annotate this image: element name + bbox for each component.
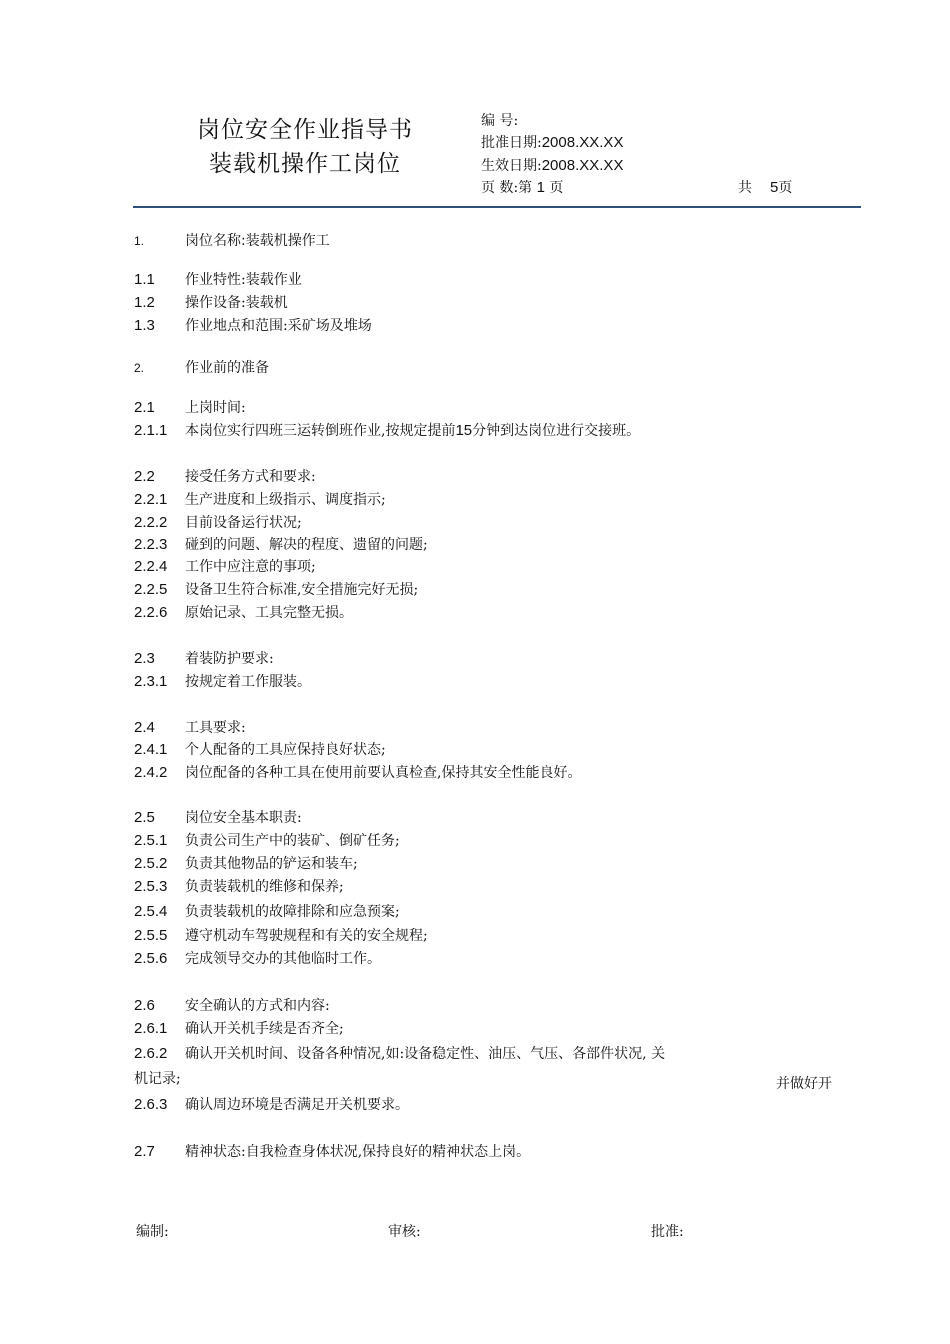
page-count-label: 页 数:第 <box>481 180 533 196</box>
approve-date-value: 2008.XX.XX <box>541 134 624 151</box>
item-text-continuation: 机记录; <box>134 1071 181 1087</box>
item-text: 精神状态:自我检查身体状况,保持良好的精神状态上岗。 <box>185 1144 531 1160</box>
item-text: 工具要求: <box>185 720 246 736</box>
item-text-fragment: 并做好开 <box>776 1076 832 1092</box>
item-text: 确认开关机手续是否齐全; <box>185 1021 344 1037</box>
item-number: 2.4 <box>134 719 155 736</box>
item-text: 操作设备:装载机 <box>185 295 288 311</box>
reviewed-by-label: 审核: <box>388 1224 421 1240</box>
item-text: 目前设备运行状况; <box>185 515 302 531</box>
doc-number-label: 编 号: <box>481 113 519 129</box>
item-number: 2.2.1 <box>134 491 168 508</box>
page-total-value: 5 <box>770 179 779 196</box>
page-total <box>738 177 792 199</box>
item-text: 接受任务方式和要求: <box>185 469 316 485</box>
item-text: 确认开关机时间、设备各种情况,如:设备稳定性、油压、气压、各部件状况, 关 <box>185 1046 666 1062</box>
item-number: 2.5.6 <box>134 950 168 967</box>
effective-date-value: 2008.XX.XX <box>541 157 624 174</box>
item-number: 2.6.3 <box>134 1096 168 1113</box>
item-text: 原始记录、工具完整无损。 <box>185 605 353 621</box>
item-text: 按规定着工作服装。 <box>185 674 311 690</box>
item-text: 安全确认的方式和内容: <box>185 998 330 1014</box>
item-number: 2.2.5 <box>134 581 168 598</box>
section-number: 1. <box>134 234 145 248</box>
item-text: 生产进度和上级指示、调度指示; <box>185 492 386 508</box>
page-total-label: 共 <box>738 180 752 196</box>
item-text: 上岗时间: <box>185 400 246 416</box>
item-text: 负责其他物品的铲运和装车; <box>185 856 358 872</box>
item-text: 岗位安全基本职责: <box>185 810 302 826</box>
item-number: 2.6.1 <box>134 1020 168 1037</box>
item-number: 1.1 <box>134 271 155 288</box>
approve-date <box>481 132 623 154</box>
item-number: 1.2 <box>134 294 155 311</box>
item-number: 2.3 <box>134 650 155 667</box>
item-number: 1.3 <box>134 317 155 334</box>
item-number: 2.2.6 <box>134 604 168 621</box>
compiled-by-label: 编制: <box>136 1224 169 1240</box>
effective-date-label: 生效日期: <box>481 158 542 174</box>
item-number: 2.1.1 <box>134 422 168 439</box>
item-text: 岗位配备的各种工具在使用前要认真检查,保持其安全性能良好。 <box>185 765 582 781</box>
header-divider <box>133 206 861 208</box>
item-text: 本岗位实行四班三运转倒班作业,按规定提前15分钟到达岗位进行交接班。 <box>185 422 641 439</box>
item-text: 负责装载机的维修和保养; <box>185 879 344 895</box>
item-number: 2.6.2 <box>134 1045 168 1062</box>
item-number: 2.5.3 <box>134 878 168 895</box>
section-text: 作业前的准备 <box>185 360 269 376</box>
item-number: 2.2.4 <box>134 558 168 575</box>
item-text: 着装防护要求: <box>185 651 274 667</box>
item-number: 2.4.2 <box>134 764 168 781</box>
item-text: 工作中应注意的事项; <box>185 559 316 575</box>
page-unit: 页 <box>549 180 564 196</box>
item-number: 2.7 <box>134 1143 155 1160</box>
item-text: 完成领导交办的其他临时工作。 <box>185 951 381 967</box>
page-total-unit: 页 <box>778 180 793 196</box>
item-number: 2.5 <box>134 809 155 826</box>
approve-date-label: 批准日期: <box>481 135 542 151</box>
item-text: 作业地点和范围:采矿场及堆场 <box>185 318 372 334</box>
item-number: 2.5.4 <box>134 903 168 920</box>
document-title: 岗位安全作业指导书 <box>197 117 413 143</box>
item-text: 个人配备的工具应保持良好状态; <box>185 742 386 758</box>
section-text: 岗位名称:装载机操作工 <box>185 233 330 249</box>
item-number: 2.4.1 <box>134 741 168 758</box>
item-text: 遵守机动车驾驶规程和有关的安全规程; <box>185 928 428 944</box>
approved-by-label: 批准: <box>651 1224 684 1240</box>
page-current: 1 <box>536 179 545 196</box>
item-text: 作业特性:装载作业 <box>185 272 302 288</box>
item-number: 2.6 <box>134 997 155 1014</box>
item-text: 负责装载机的故障排除和应急预案; <box>185 904 400 920</box>
page-count <box>481 177 563 199</box>
item-text: 碰到的问题、解决的程度、遗留的问题; <box>185 537 428 553</box>
item-number: 2.5.2 <box>134 855 168 872</box>
item-number: 2.1 <box>134 399 155 416</box>
item-text: 设备卫生符合标准,安全措施完好无损; <box>185 582 419 598</box>
item-number: 2.3.1 <box>134 673 168 690</box>
item-number: 2.2.2 <box>134 514 168 531</box>
effective-date <box>481 155 623 177</box>
section-number: 2. <box>134 361 145 375</box>
doc-number <box>481 110 518 132</box>
item-number: 2.5.5 <box>134 927 168 944</box>
item-number: 2.2 <box>134 468 155 485</box>
item-text: 确认周边环境是否满足开关机要求。 <box>185 1097 409 1113</box>
item-number: 2.2.3 <box>134 536 168 553</box>
item-number: 2.5.1 <box>134 832 168 849</box>
document-subtitle: 装载机操作工岗位 <box>209 151 401 177</box>
item-text: 负责公司生产中的装矿、倒矿任务; <box>185 833 400 849</box>
